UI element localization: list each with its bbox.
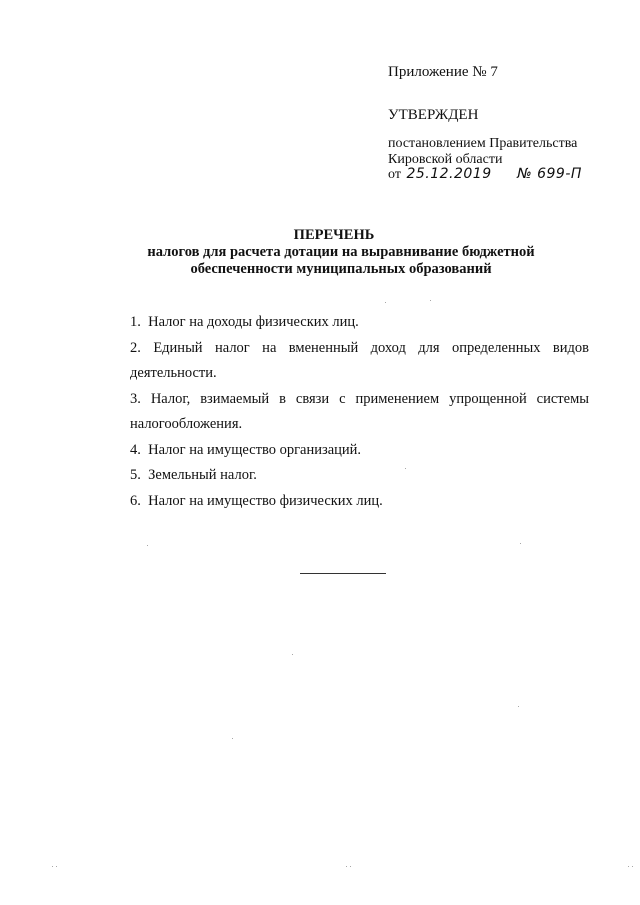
list-item [88,489,589,515]
scan-speck [232,738,233,739]
decree-line-3 [388,167,582,183]
item-number: 6. [130,492,141,509]
list-item [88,438,589,464]
title-heading: ПЕРЕЧЕНЬ [293,227,375,243]
scan-speck [628,866,629,867]
decree-prefix: от [388,167,401,182]
document-title [0,227,640,278]
scan-speck [518,706,519,707]
scan-speck [385,302,386,303]
scan-speck [147,545,148,546]
item-number: 3. [130,390,141,407]
item-number: 5. [130,467,141,483]
item-text: Налог, взимаемый в связи с применением упрощенной системы налогообложения. [130,390,589,432]
scan-speck [350,866,351,867]
list-item [88,336,589,387]
item-number: 1. [130,314,141,330]
scan-speck [346,866,347,867]
decree-date: 25.12.2019 [406,166,492,182]
item-text: Единый налог на вмененный доход для определенных видов деятельности. [130,339,589,381]
end-divider [300,573,386,574]
decree-line-2: Кировской области [388,151,503,167]
title-subheading-1: налогов для расчета дотации на выравнивание бюджетной [147,244,535,260]
item-text: Земельный налог. [148,467,257,483]
list-item [88,310,589,336]
scan-speck [56,866,57,867]
approved-label: УТВЕРЖДЕН [388,107,479,123]
scan-speck [292,654,293,655]
decree-block [388,136,582,183]
scan-speck [520,543,521,544]
scan-speck [632,866,633,867]
tax-list [88,310,589,514]
scan-speck [52,866,53,867]
decree-number: № 699-П [517,166,582,182]
annex-label: Приложение № 7 [388,64,498,80]
scan-speck [405,468,406,469]
item-number: 4. [130,441,141,458]
decree-line-1: постановлением Правительства [388,136,578,151]
item-text: Налог на имущество физических лиц. [148,492,383,509]
item-text: Налог на доходы физических лиц. [148,314,359,330]
title-subheading-2: обеспеченности муниципальных образований [190,261,492,277]
item-text: Налог на имущество организаций. [148,441,362,458]
item-number: 2. [130,339,141,356]
list-item [88,463,589,489]
list-item [88,387,589,438]
scan-speck [430,300,431,301]
